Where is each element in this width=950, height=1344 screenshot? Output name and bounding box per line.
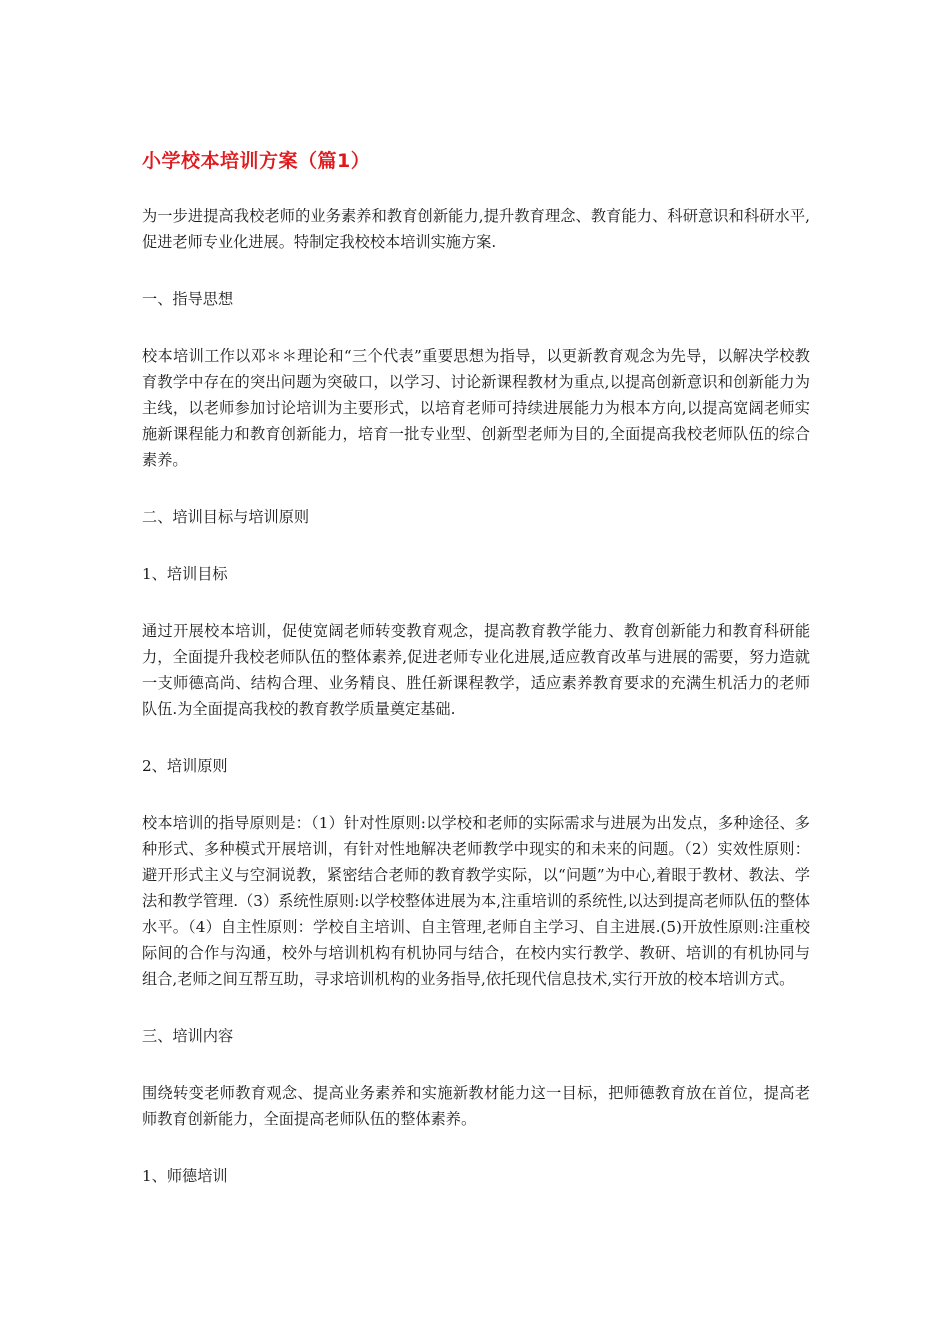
training-goals-paragraph: 通过开展校本培训，促使宽阔老师转变教育观念，提高教育教学能力、教育创新能力和教育科研能力，全面提升我校老师队伍的整体素养,促进老师专业化进展,适应教育改革与进展的需要，努力造就一支师德高尚、结构合理、业务精良、胜任新课程教学，适应素养教育要求的充满生机活力的老师队伍.为全面提高我校的教育教学质量奠定基础. [142, 622, 810, 718]
subheading-training-principles: 2、培训原则 [142, 757, 228, 775]
document-title: 小学校本培训方案（篇1） [142, 150, 371, 172]
intro-paragraph: 为一步进提高我校老师的业务素养和教育创新能力,提升教育理念、教育能力、科研意识和科研水平,促进老师专业化进展。特制定我校校本培训实施方案. [142, 207, 810, 251]
subheading-training-goals: 1、培训目标 [142, 565, 228, 583]
section-heading-goals-principles: 二、培训目标与培训原则 [142, 508, 310, 526]
training-principles-paragraph: 校本培训的指导原则是：（1）针对性原则:以学校和老师的实际需求与进展为出发点，多种途径、多种形式、多种模式开展培训，有针对性地解决老师教学中现实的和未来的问题。（2）实效性原则：避开形式主义与空洞说教，紧密结合老师的教育教学实际，以“问题”为中心,着眼于教材、教法、学法和教学管理.（3）系统性原则:以学校整体进展为本,注重培训的系统性,以达到提高老师队伍的整体水平。（4）自主性原则：学校自主培训、自主管理,老师自主学习、自主进展.(5)开放性原则:注重校际间的合作与沟通，校外与培训机构有机协同与结合，在校内实行教学、教研、培训的有机协同与组合,老师之间互帮互助，寻求培训机构的业务指导,依托现代信息技术,实行开放的校本培训方式。 [142, 814, 810, 988]
guiding-ideology-paragraph: 校本培训工作以邓＊＊理论和“三个代表”重要思想为指导，以更新教育观念为先导，以解决学校教育教学中存在的突出问题为突破口，以学习、讨论新课程教材为重点,以提高创新意识和创新能力为主线，以老师参加讨论培训为主要形式，以培育老师可持续进展能力为根本方向,以提高宽阔老师实施新课程能力和教育创新能力，培育一批专业型、创新型老师为目的,全面提高我校老师队伍的综合素养。 [142, 347, 810, 469]
section-heading-training-content: 三、培训内容 [142, 1027, 234, 1045]
training-content-paragraph: 围绕转变老师教育观念、提高业务素养和实施新教材能力这一目标，把师德教育放在首位，提高老师教育创新能力，全面提高老师队伍的整体素养。 [142, 1084, 810, 1128]
document-body [142, 148, 810, 1189]
subheading-ethics-training: 1、师德培训 [142, 1167, 228, 1185]
section-heading-guiding-ideology: 一、指导思想 [142, 290, 234, 308]
